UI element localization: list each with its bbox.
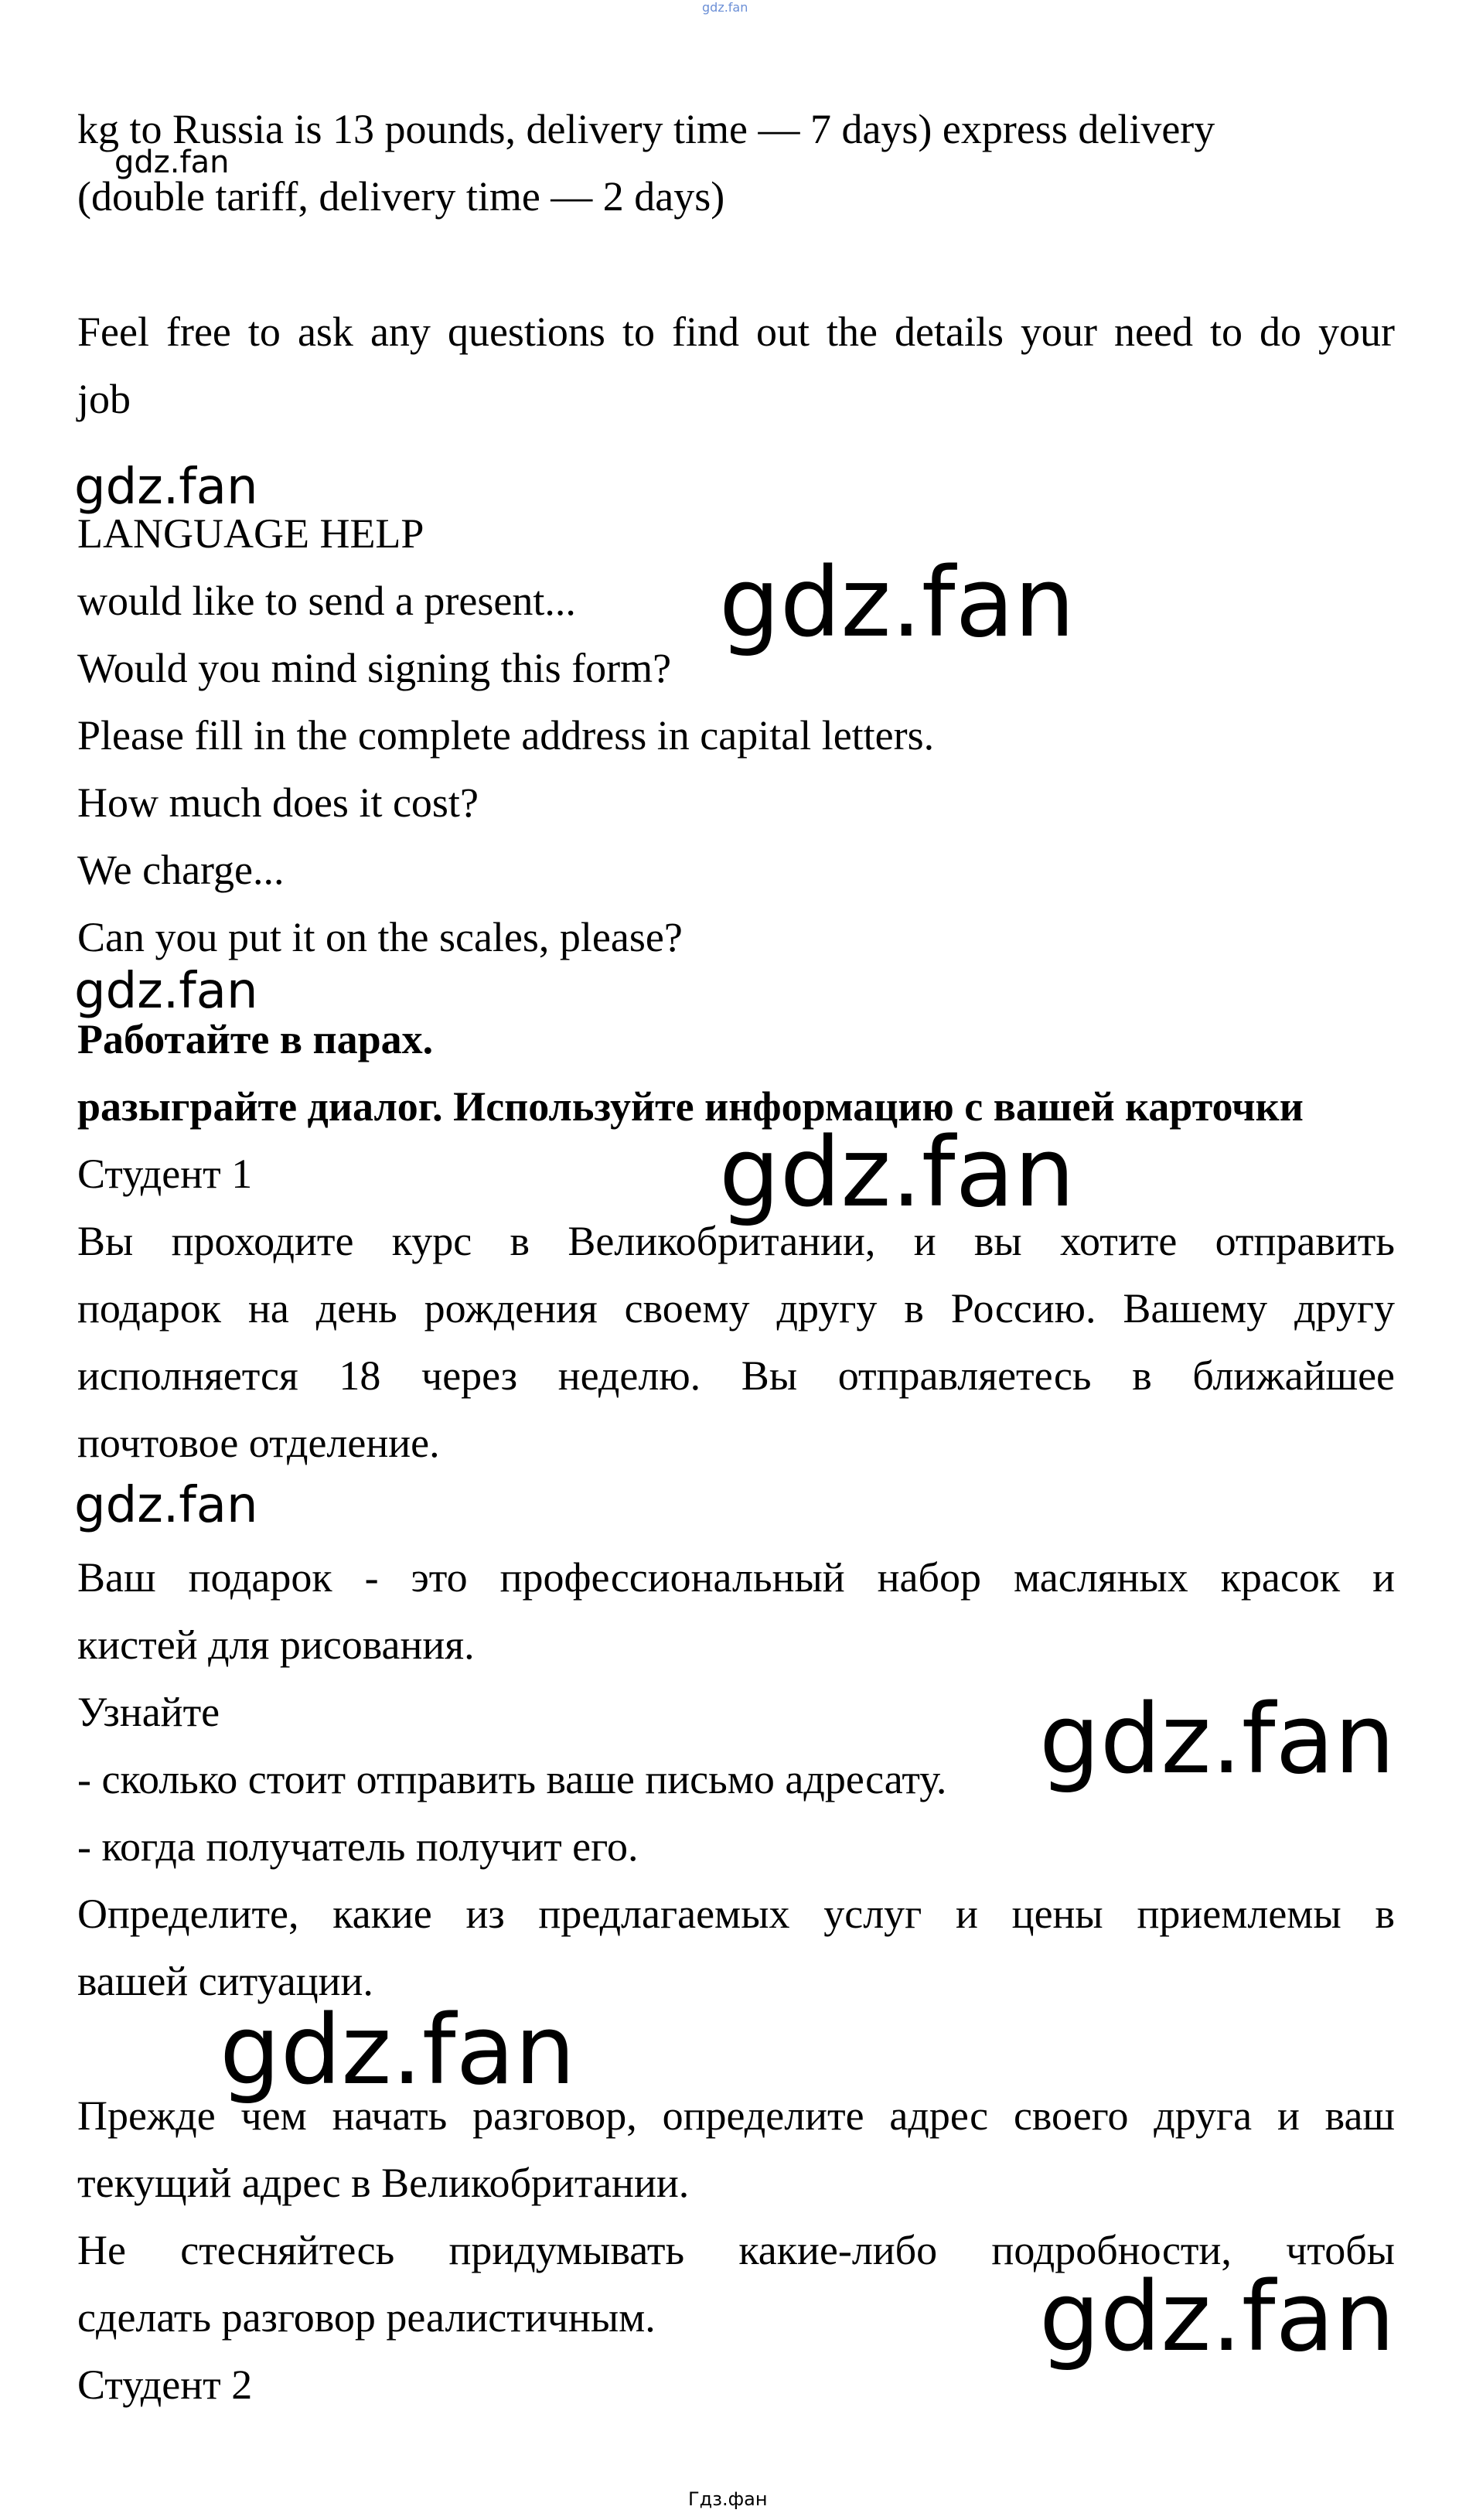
task-heading: Работайте в парах.	[77, 1016, 434, 1062]
watermark-mid-3: gdz.fan	[74, 1477, 258, 1534]
watermark-mid-1: gdz.fan	[74, 459, 258, 516]
text-line-3: Feel free to ask any questions to find out the details your need to do your	[77, 309, 1395, 355]
phrase-line-1: would like to send a present...	[77, 578, 576, 624]
watermark-big-1: gdz.fan	[719, 547, 1076, 659]
phrase-line-4: How much does it cost?	[77, 779, 479, 826]
find-out-item-2: - когда получатель получит его.	[77, 1823, 639, 1870]
student-2-label: Студент 2	[77, 2361, 253, 2408]
watermark-big-5: gdz.fan	[1039, 2262, 1396, 2373]
footer-watermark: Гдз.фан	[688, 2488, 768, 2510]
para-5-line-1: Не стесняйтесь придумывать какие-либо подробности, чтобы	[77, 2227, 1395, 2273]
para-5-line-2: сделать разговор реалистичным.	[77, 2294, 656, 2341]
watermark-big-3: gdz.fan	[1039, 1684, 1396, 1795]
phrase-line-6: Can you put it on the scales, please?	[77, 914, 683, 960]
phrase-line-5: We charge...	[77, 847, 285, 893]
para-3-line-2: вашей ситуации.	[77, 1958, 373, 2004]
para-4-line-1: Прежде чем начать разговор, определите адрес своего друга и ваш	[77, 2092, 1395, 2139]
student-1-label: Студент 1	[77, 1151, 253, 1197]
header-watermark: gdz.fan	[702, 0, 748, 15]
para-2-line-2: кистей для рисования.	[77, 1621, 475, 1668]
find-out-label: Узнайте	[77, 1689, 220, 1735]
para-1-line-4: почтовое отделение.	[77, 1420, 440, 1466]
watermark-small-1: gdz.fan	[114, 145, 230, 180]
task-instruction: разыграйте диалог. Используйте информацию с вашей карточки	[77, 1083, 1304, 1130]
para-1-line-1: Вы проходите курс в Великобритании, и вы хотите отправить	[77, 1218, 1395, 1264]
watermark-mid-2: gdz.fan	[74, 963, 258, 1020]
para-1-line-3: исполняется 18 через неделю. Вы отправляетесь в ближайшее	[77, 1352, 1395, 1399]
watermark-big-4: gdz.fan	[220, 1995, 576, 2106]
text-line-1: kg to Russia is 13 pounds, delivery time — 7 days) express delivery	[77, 106, 1215, 152]
phrase-line-3: Please fill in the complete address in capital letters.	[77, 712, 935, 759]
para-1-line-2: подарок на день рождения своему другу в Россию. Вашему другу	[77, 1285, 1395, 1332]
para-4-line-2: текущий адрес в Великобритании.	[77, 2160, 690, 2206]
para-2-line-1: Ваш подарок - это профессиональный набор масляных красок и	[77, 1554, 1395, 1601]
para-3-line-1: Определите, какие из предлагаемых услуг и цены приемлемы в	[77, 1891, 1395, 1937]
phrase-line-2: Would you mind signing this form?	[77, 645, 672, 691]
find-out-item-1: - сколько стоит отправить ваше письмо адресату.	[77, 1756, 947, 1802]
watermark-big-2: gdz.fan	[719, 1117, 1076, 1229]
text-line-4: job	[77, 376, 131, 422]
text-line-2: (double tariff, delivery time — 2 days)	[77, 173, 725, 220]
language-help-heading: LANGUAGE HELP	[77, 510, 424, 557]
